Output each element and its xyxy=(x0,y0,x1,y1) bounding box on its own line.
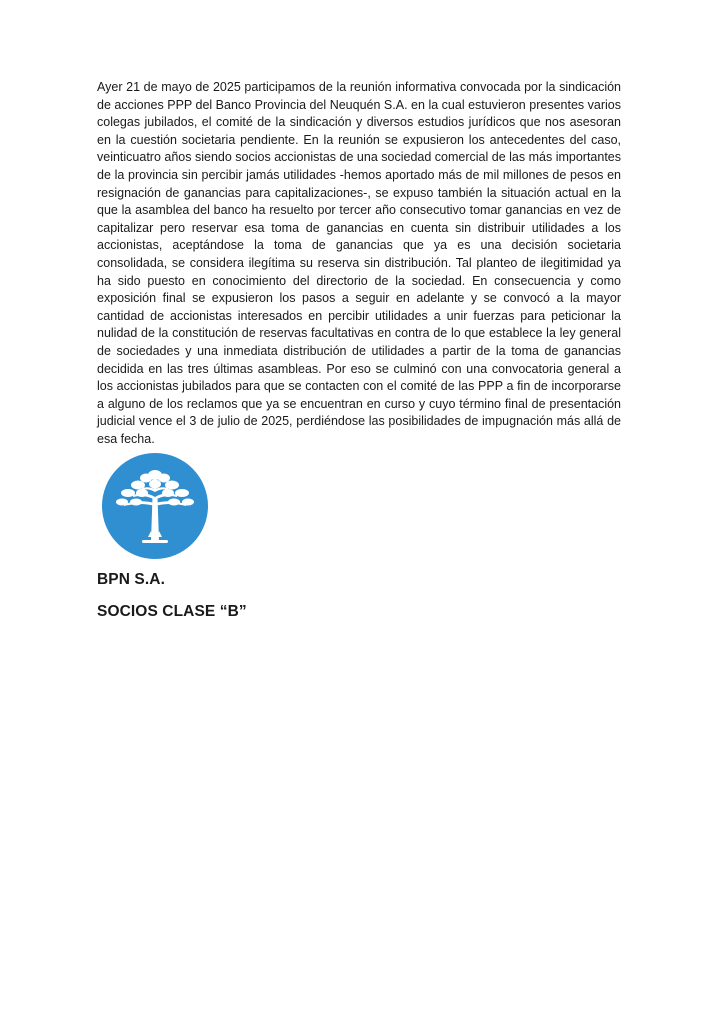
bpn-tree-logo-icon xyxy=(100,451,210,561)
signature-class: SOCIOS CLASE “B” xyxy=(97,603,247,620)
signature-company: BPN S.A. xyxy=(97,571,165,588)
body-paragraph: Ayer 21 de mayo de 2025 participamos de la reunión informativa convocada por la sindicación de acciones PPP del Banco Provincia del Neuquén S.A. en la cual estuvieron presentes varios colegas jubilados, el comité de la sindicación y diversos estudios jurídicos que nos asesoran en la cuestión societaria pendiente. En la reunión se expusieron los antecedentes del caso, veinticuatro años siendo socios accionistas de una sociedad comercial de las más importantes de la provincia sin percibir jamás utilidades -hemos aportado más de mil millones de pesos en resignación de ganancias para capitalizaciones-, se expuso también la situación actual en la que la asamblea del banco ha resuelto por tercer año consecutivo tomar ganancias en vez de capitalizar pero reservar esa toma de ganancias en cuenta sin distribuir utilidades a los accionistas, aceptándose la toma de ganancias que ya es una decisión societaria consolidada, se considera ilegítima su reserva sin distribución. Tal planteo de ilegitimidad ya ha sido puesto en conocimiento del directorio de la sociedad. En consecuencia y como exposición final se expusieron los pasos a seguir en adelante y se convocó a la mayor cantidad de accionistas interesados en percibir utilidades a unir fuerzas para peticionar la nulidad de la constitución de reservas facultativas en contra de lo que establece la ley general de sociedades y una inmediata distribución de utilidades a partir de la toma de ganancias decidida en las tres últimas asambleas. Por eso se culminó con una convocatoria general a los accionistas jubilados para que se contacten con el comité de las PPP a fin de incorporarse a alguno de los reclamos que ya se encuentran en curso y cuyo término final de presentación judicial vence el 3 de julio de 2025, perdiéndose las posibilidades de impugnación más allá de esa fecha. xyxy=(97,80,621,446)
